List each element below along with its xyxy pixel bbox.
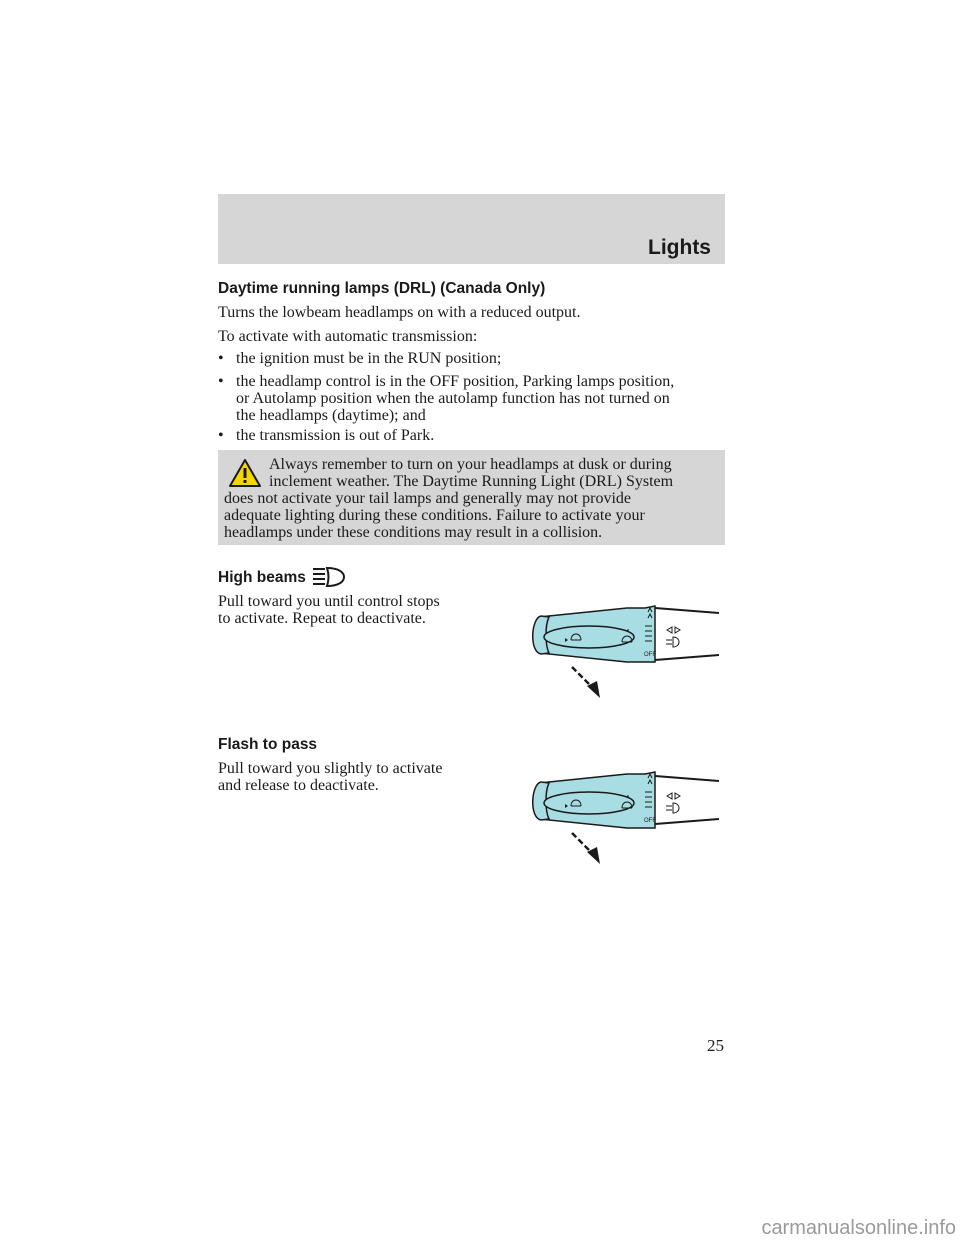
- section-title: Lights: [648, 236, 711, 259]
- high-beam-icon: [312, 566, 346, 588]
- page-number: 25: [707, 1036, 724, 1055]
- off-label: OFF: [644, 652, 656, 658]
- warning-triangle-icon: [228, 458, 262, 488]
- warning-box: [218, 450, 725, 545]
- flash-to-pass-heading: Flash to pass: [218, 736, 318, 753]
- bullet-icon: •: [218, 427, 224, 444]
- off-label: OFF: [644, 818, 656, 824]
- section-header: [218, 194, 725, 264]
- list-item: • the headlamp control is in the OFF position, Parking lamps position, or Autolamp position when the autolamp function has not turned on the headlamps (daytime); and: [218, 373, 675, 424]
- high-beams-heading: High beams: [218, 569, 306, 586]
- drl-activate-label: To activate with automatic transmission:: [218, 328, 478, 345]
- drl-heading: Daytime running lamps (DRL) (Canada Only): [218, 280, 546, 297]
- bullet-icon: •: [218, 373, 224, 390]
- flash-to-pass-text: Pull toward you slightly to activate and release to deactivate.: [218, 760, 443, 794]
- warning-body: does not activate your tail lamps and generally may not provide adequate lighting during these conditions. Failure to activate your headlamps under these conditions may result in a collision.: [224, 490, 645, 541]
- list-item: • the ignition must be in the RUN position;: [218, 350, 502, 367]
- drl-intro: Turns the lowbeam headlamps on with a reduced output.: [218, 304, 581, 321]
- footer-watermark: carmanualsonline.info: [761, 1217, 956, 1239]
- stalk-illustration-flash-to-pass: [527, 766, 722, 866]
- bullet-icon: •: [218, 350, 224, 367]
- list-item: • the transmission is out of Park.: [218, 427, 435, 444]
- stalk-illustration-high-beams: [527, 600, 722, 700]
- high-beams-text: Pull toward you until control stops to activate. Repeat to deactivate.: [218, 593, 440, 627]
- warning-lead: Always remember to turn on your headlamps at dusk or during inclement weather. The Daytime Running Light (DRL) System: [269, 456, 674, 490]
